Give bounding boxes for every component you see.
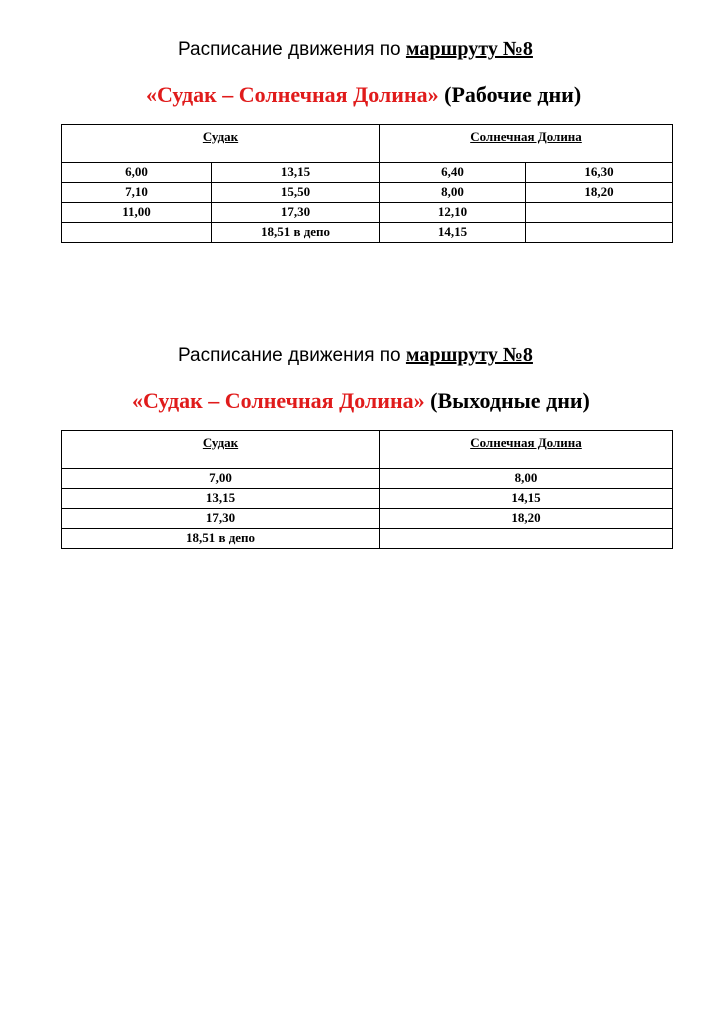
table-row [62,489,673,509]
weekends-route-heading [132,388,590,414]
table-cell: 17,30 [212,203,380,223]
table-cell: 18,51 в депо [212,223,380,243]
table-cell [380,529,673,549]
weekends-schedule-table [61,430,673,549]
table-cell: 13,15 [62,489,380,509]
weekdays-route-name: «Судак – Солнечная Долина» [146,82,439,107]
table-cell: 6,40 [380,163,526,183]
table-cell [526,203,673,223]
weekdays-day-type: (Рабочие дни) [438,82,582,107]
table-cell: 17,30 [62,509,380,529]
weekdays-header-solnechnaya: Солнечная Долина [380,125,673,163]
weekends-title-prefix: Расписание движения по [178,345,406,366]
table-cell: 6,00 [62,163,212,183]
weekends-schedule-title [178,344,533,367]
table-header-row [62,431,673,469]
table-row [62,509,673,529]
weekdays-header-sudak: Судак [62,125,380,163]
table-row [62,163,673,183]
weekends-day-type: (Выходные дни) [424,388,590,413]
table-cell [62,223,212,243]
table-cell: 14,15 [380,223,526,243]
table-cell: 7,00 [62,469,380,489]
table-cell: 18,20 [526,183,673,203]
table-row [62,203,673,223]
table-header-row [62,125,673,163]
weekdays-title-prefix: Расписание движения по [178,39,406,60]
table-cell: 8,00 [380,183,526,203]
table-cell: 18,51 в депо [62,529,380,549]
weekdays-schedule-table [61,124,673,243]
table-cell: 15,50 [212,183,380,203]
table-cell: 13,15 [212,163,380,183]
weekends-route-name: «Судак – Солнечная Долина» [132,388,425,413]
table-row [62,469,673,489]
table-row [62,183,673,203]
table-cell: 11,00 [62,203,212,223]
table-cell: 12,10 [380,203,526,223]
table-cell [526,223,673,243]
table-cell: 16,30 [526,163,673,183]
table-cell: 18,20 [380,509,673,529]
weekdays-schedule-title [178,38,533,61]
weekdays-route-heading [146,82,581,108]
weekends-header-solnechnaya: Солнечная Долина [380,431,673,469]
table-cell: 14,15 [380,489,673,509]
table-row [62,223,673,243]
weekends-header-sudak: Судак [62,431,380,469]
table-row [62,529,673,549]
weekends-route-number: маршруту №8 [405,344,533,366]
table-cell: 7,10 [62,183,212,203]
table-cell: 8,00 [380,469,673,489]
weekdays-route-number: маршруту №8 [405,38,533,60]
